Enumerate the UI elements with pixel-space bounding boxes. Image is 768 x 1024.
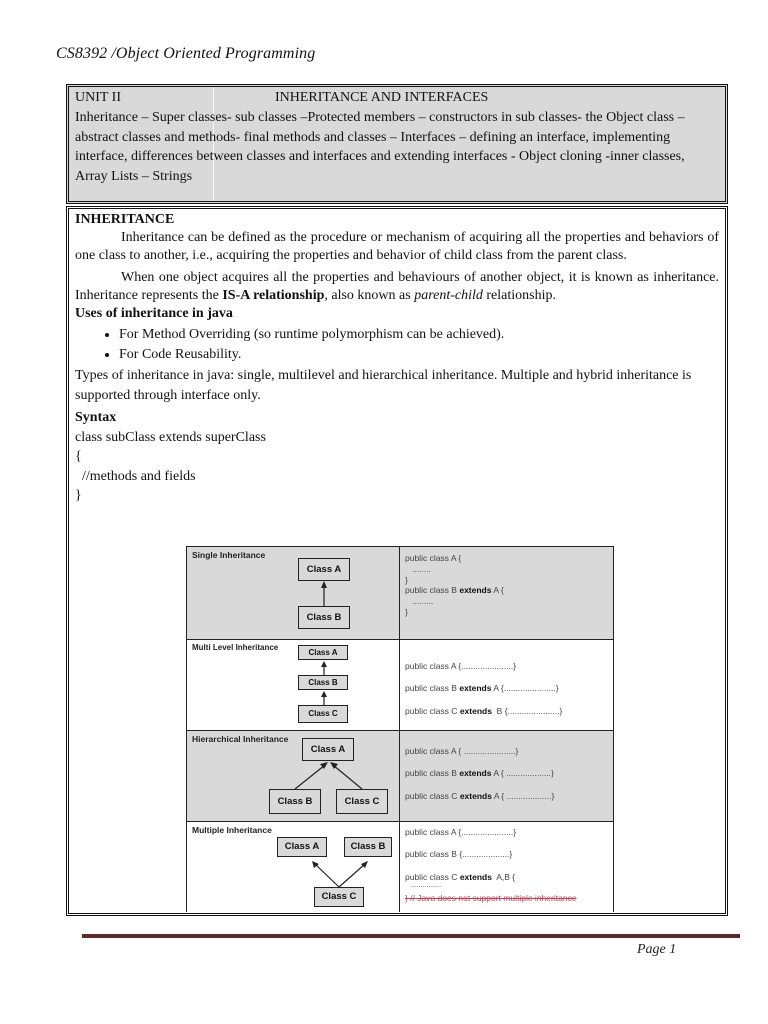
- is-a-paragraph: [75, 269, 719, 305]
- hierarchical-title: Hierarchical Inheritance: [192, 734, 289, 744]
- diagram-row-single: [187, 547, 613, 640]
- multiple-class-a-box: Class A: [277, 837, 327, 857]
- single-code-cell: [400, 547, 613, 639]
- uses-heading: Uses of inheritance in java: [75, 306, 233, 321]
- unit-heading-row: [75, 90, 719, 108]
- hierarchical-code-line-2: public class B extends A { ...................}: [405, 768, 554, 778]
- hierarchical-class-a-box: Class A: [302, 738, 354, 761]
- unit-title: INHERITANCE AND INTERFACES: [275, 90, 489, 105]
- unit-description: Inheritance – Super classes- sub classes –Protected members – constructors in sub classes- the Object class – abstract classes and methods- final methods and classes – Interfaces – defining an interface, implementing interface, differences between classes and interfaces and extending interfaces - Object cloning -inner classes, Array Lists – Strings: [75, 110, 685, 184]
- multilevel-code-line-2: public class B extends A {......................}: [405, 683, 559, 693]
- single-code-line-4: public class B extends A {: [405, 585, 504, 595]
- multilevel-class-a-box: Class A: [298, 645, 348, 660]
- multilevel-class-c-box: Class C: [298, 705, 348, 723]
- multilevel-code-line-3: public class C extends B {......................}: [405, 706, 563, 716]
- syntax-heading: Syntax: [75, 410, 117, 425]
- multiple-code-line-1: public class A {......................}: [405, 827, 517, 837]
- unit-label: UNIT II: [75, 90, 122, 105]
- single-inheritance-arrow-icon: [187, 547, 400, 640]
- hierarchical-code-line-1: public class A { ......................}: [405, 746, 519, 756]
- multiple-code-cell: [400, 822, 613, 912]
- multilevel-arrows-icon: [187, 640, 400, 731]
- syntax-line-2: {: [75, 449, 82, 464]
- multilevel-title: Multi Level Inheritance: [192, 643, 279, 652]
- is-a-text-2: , also known as: [324, 288, 415, 303]
- multiple-code-line-3: public class C extends A,B {: [405, 872, 516, 882]
- section-heading: INHERITANCE: [75, 212, 175, 227]
- multiple-code-line-2: public class B {....................}: [405, 849, 513, 859]
- is-a-text-3: relationship.: [482, 288, 556, 303]
- multiple-diagram-cell: [187, 822, 400, 912]
- is-a-relationship-term: IS-A relationship: [222, 288, 325, 303]
- multiple-code-line-4: ................: [405, 882, 442, 889]
- content-body: [75, 211, 719, 506]
- hierarchical-class-b-box: Class B: [269, 789, 321, 814]
- single-class-a-box: Class A: [298, 558, 350, 581]
- multiple-inheritance-note: } // Java does not support multiple inheritance: [405, 893, 577, 903]
- inheritance-types-diagram: [186, 546, 614, 912]
- footer-rule: [82, 934, 740, 938]
- single-title: Single Inheritance: [192, 550, 266, 560]
- diagram-row-multilevel: [187, 640, 613, 731]
- hierarchical-code-cell: [400, 731, 613, 821]
- multilevel-diagram-cell: [187, 640, 400, 730]
- syntax-line-1: class subClass extends superClass: [75, 429, 266, 445]
- multilevel-code-line-1: public class A {......................}: [405, 661, 517, 671]
- multiple-arrows-icon: [187, 822, 400, 912]
- single-code-line-5: .........: [405, 596, 434, 606]
- multiple-class-b-box: Class B: [344, 837, 392, 857]
- course-header: CS8392 /Object Oriented Programming: [56, 45, 316, 62]
- single-code-line-2: ........: [405, 564, 431, 574]
- single-code-line-6: }: [405, 607, 408, 617]
- multiple-title: Multiple Inheritance: [192, 825, 272, 835]
- is-a-text-1: When one object acquires all the properties and behaviours of another object, it is known as inheritance. Inheritance represents the: [75, 270, 719, 303]
- single-code-line-1: public class A {: [405, 553, 462, 563]
- unit-summary-box: [66, 84, 728, 204]
- parent-child-term: parent-child: [414, 288, 483, 303]
- definition-paragraph: Inheritance can be defined as the procedure or mechanism of acquiring all the properties and behaviors of one class to another, i.e., acquiring the properties and behavior of child class from the parent class.: [75, 230, 719, 263]
- hierarchical-diagram-cell: [187, 731, 400, 821]
- hierarchical-arrows-icon: [187, 731, 400, 822]
- diagram-row-multiple: [187, 822, 613, 912]
- syntax-line-4: }: [75, 488, 82, 503]
- hierarchical-class-c-box: Class C: [336, 789, 388, 814]
- multilevel-code-cell: [400, 640, 613, 730]
- page-number: Page 1: [637, 942, 677, 957]
- diagram-row-hierarchical: [187, 731, 613, 822]
- syntax-line-3: //methods and fields: [75, 468, 196, 484]
- single-code-line-3: }: [405, 575, 408, 585]
- multiple-class-c-box: Class C: [314, 887, 364, 907]
- single-class-b-box: Class B: [298, 606, 350, 629]
- types-paragraph: Types of inheritance in java: single, multilevel and hierarchical inheritance. Multiple and hybrid inheritance is supported through interface only.: [75, 368, 692, 403]
- uses-item-code-reusability: • For Code Reusability.: [119, 345, 719, 365]
- single-diagram-cell: [187, 547, 400, 639]
- uses-list: [75, 325, 719, 365]
- multilevel-class-b-box: Class B: [298, 675, 348, 690]
- uses-item-method-overriding: • For Method Overriding (so runtime polymorphism can be achieved).: [119, 325, 719, 345]
- hierarchical-code-line-3: public class C extends A { ...................}: [405, 791, 555, 801]
